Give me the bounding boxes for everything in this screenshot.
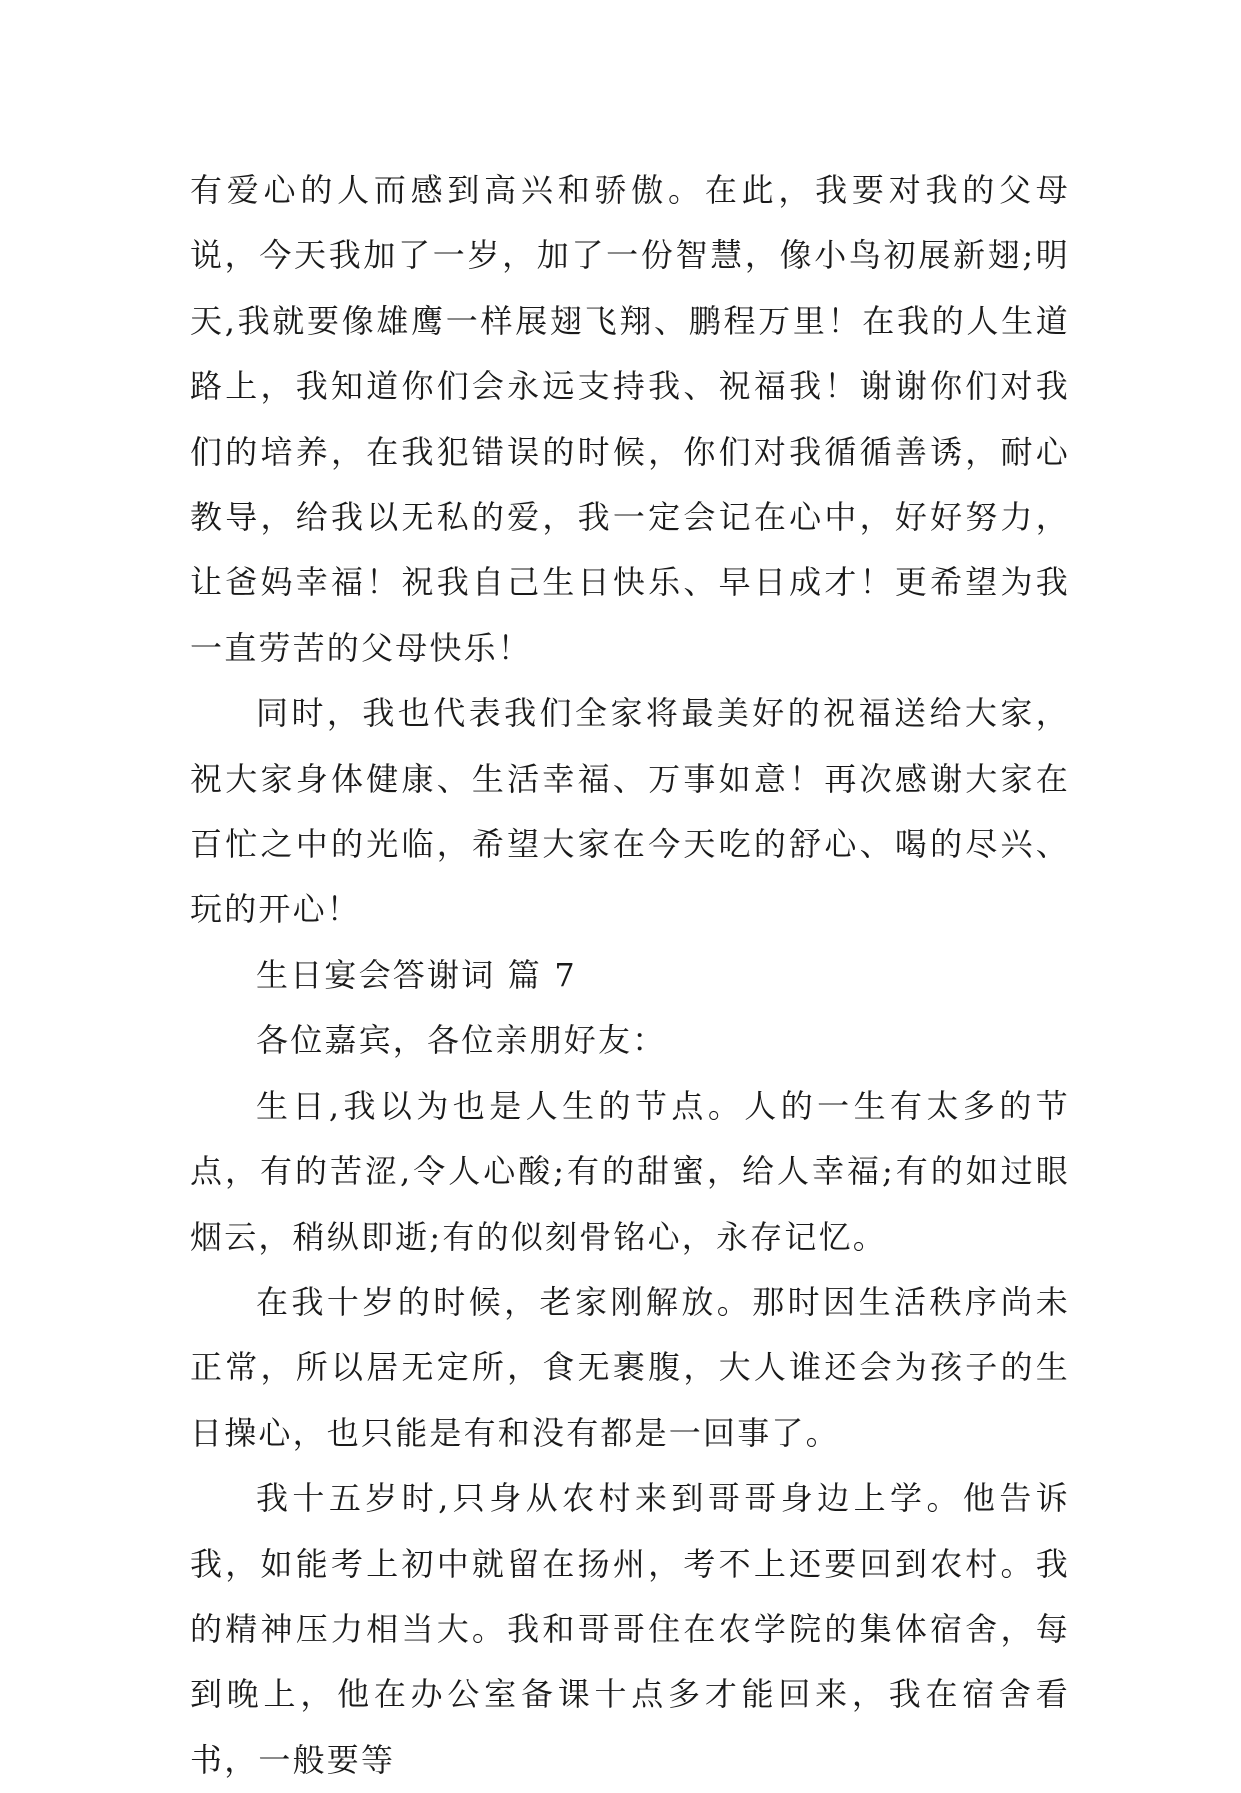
paragraph-age-fifteen: 我十五岁时,只身从农村来到哥哥身边上学。他告诉我，如能考上初中就留在扬州，考不上还要回到农村。我的精神压力相当大。我和哥哥住在农学院的集体宿舍，每到晚上，他在办公室备课十点多才能回来，我在宿舍看书，一般要等 — [190, 1479, 1070, 1779]
paragraph-birthday-nodes: 生日,我以为也是人生的节点。人的一生有太多的节点，有的苦涩,令人心酸;有的甜蜜，给人幸福;有的如过眼烟云，稍纵即逝;有的似刻骨铭心，永存记忆。 — [190, 1086, 1070, 1256]
section-heading: 生日宴会答谢词 篇 7 — [256, 955, 577, 994]
paragraph-blessing: 同时，我也代表我们全家将最美好的祝福送给大家，祝大家身体健康、生活幸福、万事如意！再次感谢大家在百忙之中的光临，希望大家在今天吃的舒心、喝的尽兴、玩的开心！ — [190, 694, 1070, 929]
salutation: 各位嘉宾，各位亲朋好友： — [256, 1021, 667, 1060]
paragraph-continuation: 有爱心的人而感到高兴和骄傲。在此，我要对我的父母说，今天我加了一岁，加了一份智慧，像小鸟初展新翅;明天,我就要像雄鹰一样展翅飞翔、鹏程万里！在我的人生道路上，我知道你们会永远支持我、祝福我！谢谢你们对我们的培养，在我犯错误的时候，你们对我循循善诱，耐心教导，给我以无私的爱，我一定会记在心中，好好努力，让爸妈幸福！祝我自己生日快乐、早日成才！更希望为我一直劳苦的父母快乐！ — [190, 171, 1070, 667]
paragraph-age-ten: 在我十岁的时候，老家刚解放。那时因生活秩序尚未正常，所以居无定所，食无裹腹，大人谁还会为孩子的生日操心，也只能是有和没有都是一回事了。 — [190, 1282, 1070, 1452]
document-body — [190, 158, 1070, 1793]
